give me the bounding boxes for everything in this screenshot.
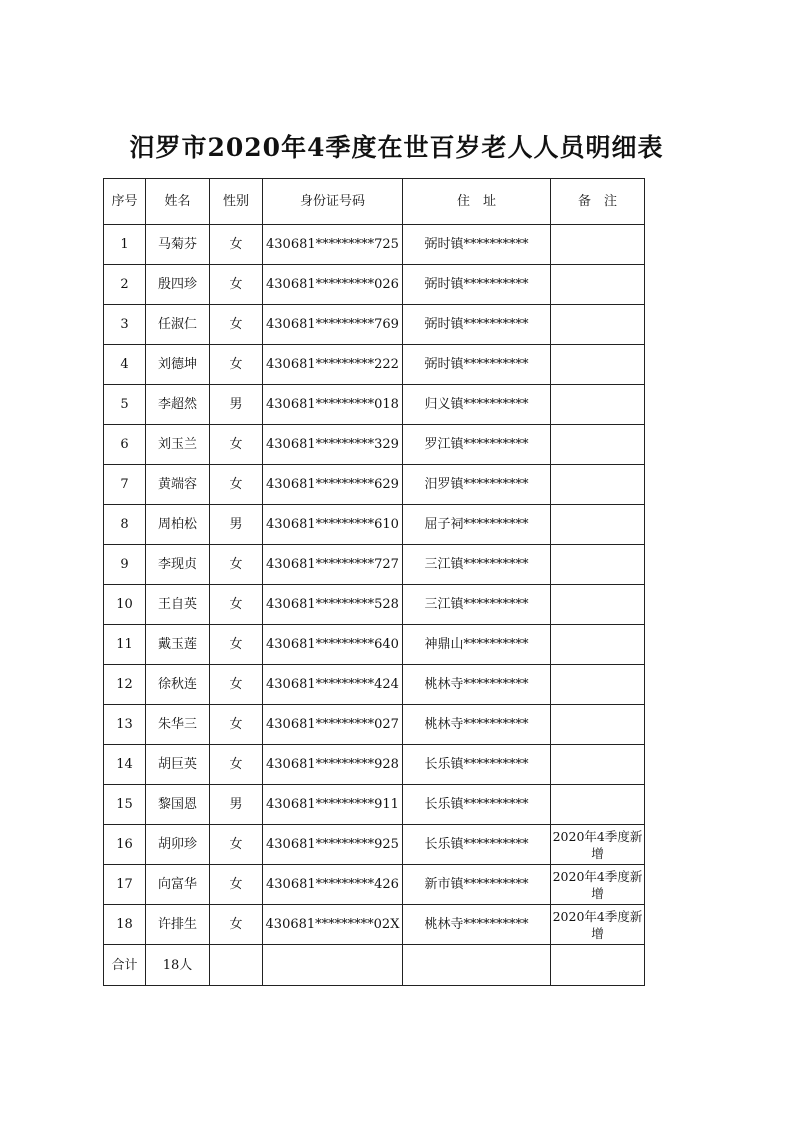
cell-gender: 女 — [210, 905, 263, 945]
cell-address: 弼时镇********** — [403, 305, 551, 345]
cell-name: 朱华三 — [146, 705, 210, 745]
cell-note — [551, 745, 645, 785]
cell-id-number: 430681*********727 — [263, 545, 403, 585]
cell-note — [551, 625, 645, 665]
cell-name: 刘德坤 — [146, 345, 210, 385]
cell-note — [551, 505, 645, 545]
cell-note — [551, 385, 645, 425]
table-row — [104, 865, 645, 905]
cell-id-number: 430681*********222 — [263, 345, 403, 385]
cell-address: 三江镇********** — [403, 585, 551, 625]
cell-seq: 2 — [104, 265, 146, 305]
cell-address: 长乐镇********** — [403, 745, 551, 785]
cell-name: 黄端容 — [146, 465, 210, 505]
cell-seq: 12 — [104, 665, 146, 705]
table-row — [104, 825, 645, 865]
cell-gender: 女 — [210, 825, 263, 865]
cell-id-number: 430681*********928 — [263, 745, 403, 785]
cell-gender: 男 — [210, 385, 263, 425]
cell-note — [551, 425, 645, 465]
cell-seq: 15 — [104, 785, 146, 825]
cell-gender: 女 — [210, 305, 263, 345]
cell-name: 李超然 — [146, 385, 210, 425]
table-row — [104, 745, 645, 785]
cell-name: 王自英 — [146, 585, 210, 625]
cell-gender: 女 — [210, 865, 263, 905]
total-empty-cell — [403, 945, 551, 986]
cell-note: 2020年4季度新增 — [551, 905, 645, 945]
cell-id-number: 430681*********528 — [263, 585, 403, 625]
cell-address: 归义镇********** — [403, 385, 551, 425]
cell-id-number: 430681*********018 — [263, 385, 403, 425]
cell-note — [551, 585, 645, 625]
cell-note — [551, 305, 645, 345]
table-row — [104, 785, 645, 825]
cell-note: 2020年4季度新增 — [551, 825, 645, 865]
cell-seq: 8 — [104, 505, 146, 545]
cell-name: 徐秋连 — [146, 665, 210, 705]
header-row — [104, 179, 645, 225]
table-row — [104, 345, 645, 385]
table-row — [104, 225, 645, 265]
cell-address: 新市镇********** — [403, 865, 551, 905]
cell-id-number: 430681*********027 — [263, 705, 403, 745]
cell-id-number: 430681*********02X — [263, 905, 403, 945]
cell-note: 2020年4季度新增 — [551, 865, 645, 905]
table-row — [104, 905, 645, 945]
cell-name: 马菊芬 — [146, 225, 210, 265]
header-address: 住 址 — [403, 179, 551, 225]
cell-name: 任淑仁 — [146, 305, 210, 345]
header-note: 备 注 — [551, 179, 645, 225]
cell-note — [551, 545, 645, 585]
cell-seq: 6 — [104, 425, 146, 465]
header-seq: 序号 — [104, 179, 146, 225]
cell-gender: 女 — [210, 545, 263, 585]
cell-id-number: 430681*********640 — [263, 625, 403, 665]
cell-seq: 17 — [104, 865, 146, 905]
cell-name: 胡巨英 — [146, 745, 210, 785]
cell-id-number: 430681*********426 — [263, 865, 403, 905]
cell-id-number: 430681*********769 — [263, 305, 403, 345]
cell-seq: 7 — [104, 465, 146, 505]
cell-seq: 1 — [104, 225, 146, 265]
cell-seq: 4 — [104, 345, 146, 385]
cell-gender: 女 — [210, 465, 263, 505]
table-row — [104, 385, 645, 425]
cell-id-number: 430681*********026 — [263, 265, 403, 305]
cell-address: 汨罗镇********** — [403, 465, 551, 505]
table-row — [104, 625, 645, 665]
header-gender: 性别 — [210, 179, 263, 225]
cell-seq: 10 — [104, 585, 146, 625]
table-row — [104, 665, 645, 705]
cell-address: 弼时镇********** — [403, 345, 551, 385]
cell-address: 弼时镇********** — [403, 225, 551, 265]
cell-gender: 女 — [210, 625, 263, 665]
cell-name: 李现贞 — [146, 545, 210, 585]
centenarian-table — [103, 178, 645, 986]
table-row — [104, 705, 645, 745]
page-title: 汨罗市2020年4季度在世百岁老人人员明细表 — [129, 133, 664, 162]
cell-id-number: 430681*********610 — [263, 505, 403, 545]
total-count: 18人 — [146, 945, 210, 986]
cell-gender: 女 — [210, 745, 263, 785]
table-row — [104, 425, 645, 465]
table-row — [104, 265, 645, 305]
cell-note — [551, 265, 645, 305]
cell-note — [551, 785, 645, 825]
cell-gender: 女 — [210, 585, 263, 625]
cell-gender: 男 — [210, 785, 263, 825]
total-label: 合计 — [104, 945, 146, 986]
cell-seq: 3 — [104, 305, 146, 345]
cell-address: 弼时镇********** — [403, 265, 551, 305]
header-name: 姓名 — [146, 179, 210, 225]
table-row — [104, 465, 645, 505]
cell-address: 桃林寺********** — [403, 665, 551, 705]
total-empty-cell — [551, 945, 645, 986]
cell-seq: 14 — [104, 745, 146, 785]
cell-seq: 9 — [104, 545, 146, 585]
cell-seq: 16 — [104, 825, 146, 865]
total-row — [104, 945, 645, 986]
cell-gender: 女 — [210, 265, 263, 305]
cell-note — [551, 665, 645, 705]
cell-address: 神鼎山********** — [403, 625, 551, 665]
cell-id-number: 430681*********329 — [263, 425, 403, 465]
cell-address: 长乐镇********** — [403, 825, 551, 865]
cell-address: 罗江镇********** — [403, 425, 551, 465]
cell-note — [551, 225, 645, 265]
table-row — [104, 585, 645, 625]
cell-gender: 女 — [210, 665, 263, 705]
cell-name: 戴玉莲 — [146, 625, 210, 665]
cell-id-number: 430681*********725 — [263, 225, 403, 265]
total-empty-cell — [263, 945, 403, 986]
cell-id-number: 430681*********424 — [263, 665, 403, 705]
cell-name: 黎国恩 — [146, 785, 210, 825]
cell-name: 殷四珍 — [146, 265, 210, 305]
cell-name: 刘玉兰 — [146, 425, 210, 465]
cell-name: 胡卯珍 — [146, 825, 210, 865]
cell-id-number: 430681*********629 — [263, 465, 403, 505]
cell-address: 长乐镇********** — [403, 785, 551, 825]
cell-gender: 男 — [210, 505, 263, 545]
cell-seq: 11 — [104, 625, 146, 665]
cell-gender: 女 — [210, 225, 263, 265]
cell-seq: 13 — [104, 705, 146, 745]
cell-name: 许排生 — [146, 905, 210, 945]
cell-name: 向富华 — [146, 865, 210, 905]
cell-name: 周柏松 — [146, 505, 210, 545]
cell-gender: 女 — [210, 705, 263, 745]
cell-note — [551, 705, 645, 745]
cell-gender: 女 — [210, 425, 263, 465]
total-empty-cell — [210, 945, 263, 986]
cell-note — [551, 465, 645, 505]
cell-address: 桃林寺********** — [403, 905, 551, 945]
cell-address: 桃林寺********** — [403, 705, 551, 745]
cell-note — [551, 345, 645, 385]
cell-seq: 5 — [104, 385, 146, 425]
cell-id-number: 430681*********925 — [263, 825, 403, 865]
cell-id-number: 430681*********911 — [263, 785, 403, 825]
cell-seq: 18 — [104, 905, 146, 945]
table-row — [104, 305, 645, 345]
cell-gender: 女 — [210, 345, 263, 385]
cell-address: 屈子祠********** — [403, 505, 551, 545]
header-id: 身份证号码 — [263, 179, 403, 225]
table-row — [104, 545, 645, 585]
table-row — [104, 505, 645, 545]
cell-address: 三江镇********** — [403, 545, 551, 585]
